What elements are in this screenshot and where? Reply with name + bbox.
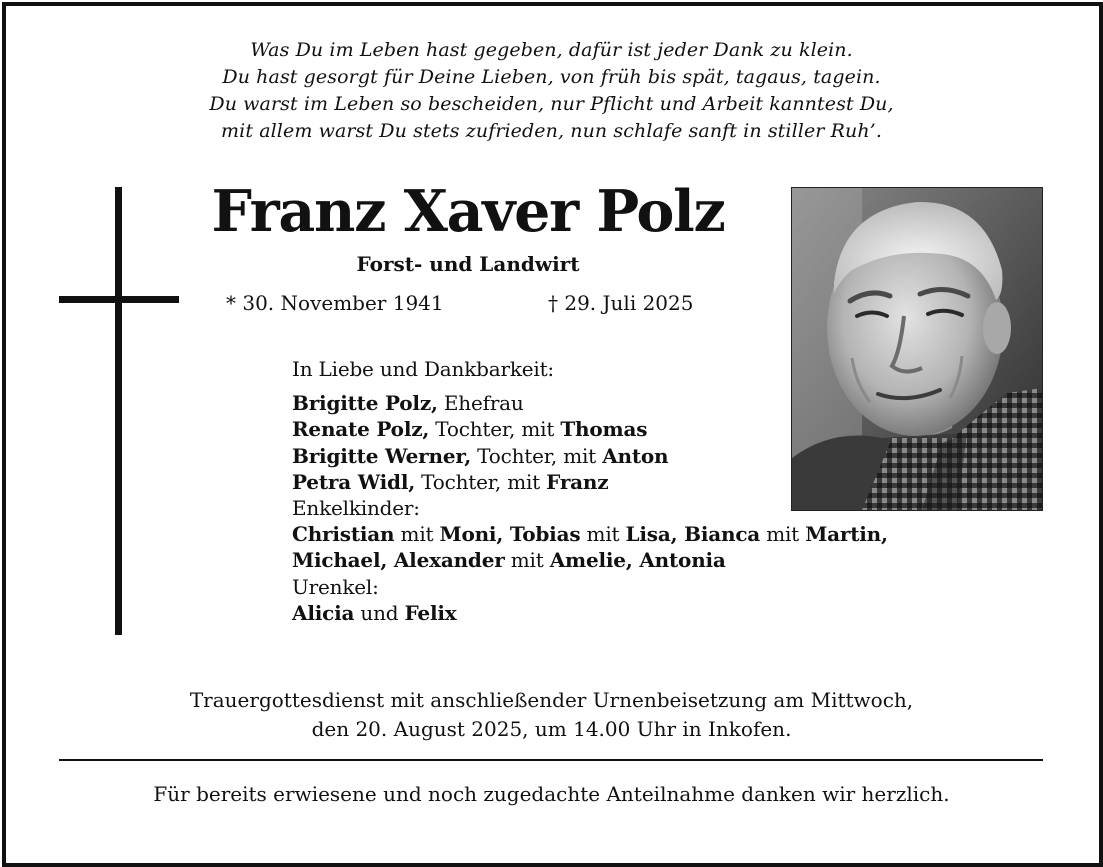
service-line: Trauergottesdienst mit anschließender Urnenbeisetzung am Mittwoch, xyxy=(189,688,914,712)
connector: mit xyxy=(580,522,626,547)
family-intro: In Liebe und Dankbarkeit: xyxy=(292,357,554,381)
member-name: Brigitte Polz, xyxy=(292,391,438,416)
member-partner: Anton xyxy=(602,443,669,468)
service-line: den 20. August 2025, um 14.00 Uhr in Inkofen. xyxy=(311,717,792,741)
memorial-poem xyxy=(0,37,1103,145)
poem-line: mit allem warst Du stets zufrieden, nun schlafe sanft in stiller Ruh’. xyxy=(221,120,882,142)
grandchild-name: Moni, Tobias xyxy=(439,522,581,547)
deceased-profession: Forst- und Landwirt xyxy=(356,252,580,276)
connector: und xyxy=(354,600,405,625)
funeral-service-info xyxy=(0,686,1103,744)
grandchild-name: Amelie, Antonia xyxy=(549,548,726,573)
grandchildren-label: Enkelkinder: xyxy=(292,496,420,521)
member-name: Renate Polz, xyxy=(292,417,430,442)
cross-icon-bar xyxy=(59,296,179,303)
great-grandchildren-line xyxy=(292,600,888,626)
member-partner: Thomas xyxy=(560,417,648,442)
grandchild-name: Martin, xyxy=(805,522,888,547)
poem-line: Du hast gesorgt für Deine Lieben, von früh bis spät, tagaus, tagein. xyxy=(222,66,881,88)
connector: mit xyxy=(504,548,550,573)
death-date: † 29. Juli 2025 xyxy=(548,291,694,315)
member-relation: Ehefrau xyxy=(437,391,524,416)
divider xyxy=(59,759,1043,761)
thanks-note: Für bereits erwiesene und noch zugedachte Anteilnahme danken wir herzlich. xyxy=(153,782,950,806)
grandchild-name: Michael, Alexander xyxy=(292,548,505,573)
member-relation: Tochter, mit xyxy=(414,469,547,494)
poem-line: Du warst im Leben so bescheiden, nur Pflicht und Arbeit kanntest Du, xyxy=(209,93,894,115)
member-relation: Tochter, mit xyxy=(471,443,603,468)
grandchildren-line xyxy=(292,521,888,547)
grandchild-name: Lisa, Bianca xyxy=(625,522,761,547)
member-partner: Franz xyxy=(546,469,609,494)
great-grandchild-name: Alicia xyxy=(292,600,355,625)
grandchild-name: Christian xyxy=(292,522,395,547)
great-grandchild-name: Felix xyxy=(404,600,457,625)
cross-icon xyxy=(115,187,122,635)
member-name: Brigitte Werner, xyxy=(292,443,471,468)
portrait-image xyxy=(792,188,1042,510)
poem-line: Was Du im Leben hast gegeben, dafür ist jeder Dank zu klein. xyxy=(250,39,853,61)
grandchildren-line xyxy=(292,547,888,573)
great-grandchildren-label: Urenkel: xyxy=(292,574,379,599)
deceased-name: Franz Xaver Polz xyxy=(211,178,725,245)
connector: mit xyxy=(394,522,440,547)
birth-date: * 30. November 1941 xyxy=(226,291,444,315)
connector: mit xyxy=(760,522,806,547)
member-name: Petra Widl, xyxy=(292,469,415,494)
portrait-photo xyxy=(791,187,1043,511)
member-relation: Tochter, mit xyxy=(429,417,561,442)
